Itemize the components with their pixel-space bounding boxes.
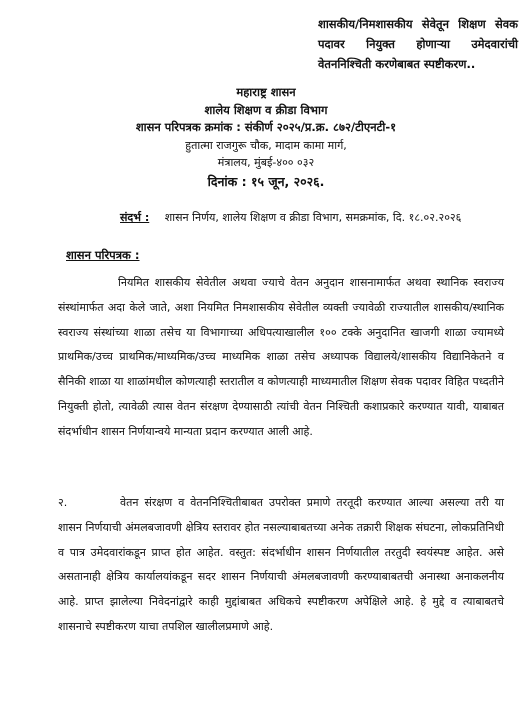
address-line-2: मंत्रालय, मुंबई-४०० ०३२ <box>217 156 315 169</box>
subject-heading: शासकीय/निमशासकीय सेवेतून शिक्षण सेवक पदावर नियुक्त होणाऱ्या उमेदवारांची वेतननिश्चिती करणेबाबत स्पष्टीकरण.. <box>318 17 518 71</box>
paragraph-1: नियमित शासकीय सेवेतील अथवा ज्याचे वेतन अनुदान शासनामार्फत अथवा स्थानिक स्वराज्य संस्थांमार्फत अदा केले जाते, अशा नियमित निमशासकीय सेवेतील व्यक्ती ज्यावेळी राज्यातील शासकीय/स्थानिक स्वराज्य संस्थांच्या शाळा तसेच या विभागाच्या अधिपत्याखालील १०० टक्के अनुदानित खाजगी शाळा ज्यामध्ये प्राथमिक/उच्च प्राथमिक/माध्यमिक/उच्च माध्यमिक शाळा तसेच अध्यापक विद्यालये/शासकीय विद्यानिकेतने व सैनिकी शाळा या शाळांमधील कोणत्याही स्तरातील व कोणत्याही माध्यमातील शिक्षण सेवक पदावर विहित पध्दतीने नियुक्ती होतो, त्यावेळी त्यास वेतन संरक्षण देण्यासाठी त्यांची वेतन निश्चिती कशाप्रकारे करण्यात यावी, याबाबत संदर्भाधीन शासन निर्णयान्वये मान्यता प्रदान करण्यात आली आहे. <box>58 276 504 438</box>
section-title: शासन परिपत्रक : <box>66 248 140 262</box>
circular-date: दिनांक : १५ जून, २०२६. <box>207 173 325 189</box>
reference-line <box>120 210 461 225</box>
paragraph-2-text: वेतन संरक्षण व वेतननिश्चितीबाबत उपरोक्त प्रमाणे तरतूदी करण्यात आल्या असल्या तरी या शासन निर्णयाची अंमलबजावणी क्षेत्रिय स्तरावर होत नसल्याबाबतच्या अनेक तक्रारी शिक्षक संघटना, लोकप्रतिनिधी व पात्र उमेदवारांकडून प्राप्त होत आहेत. वस्तुत: संदर्भाधीन शासन निर्णयातील तरतुदी स्वयंस्पष्ट आहेत. असे असतानाही क्षेत्रिय कार्यालयांकडून सदर शासन निर्णयाची अंमलबजावणी करण्याबाबतची अनास्था अनाकलनीय आहे. प्राप्त झालेल्या निवेदनांद्वारे काही मुद्दांबाबत अधिकचे स्पष्टीकरण अपेक्षिले आहे. हे मुद्दे व त्याबाबतचे शासनाचे स्पष्टीकरण याचा तपशिल खालीलप्रमाणे आहे. <box>58 496 504 633</box>
address-line-1: हुतात्मा राजगुरू चौक, मादाम कामा मार्ग, <box>185 138 347 152</box>
document-header <box>0 84 532 192</box>
department-name: शालेय शिक्षण व क्रीडा विभाग <box>204 102 328 117</box>
government-name: महाराष्ट्र शासन <box>236 85 296 99</box>
paragraph-number: २. <box>58 496 68 509</box>
circular-number: शासन परिपत्रक क्रमांक : संकीर्ण २०२५/प्र.क्र. ८७२/टीएनटी-१ <box>135 120 397 134</box>
paragraph-2 <box>58 491 504 640</box>
reference-label: संदर्भ : <box>120 211 150 224</box>
reference-text: शासन निर्णय, शालेय शिक्षण व क्रीडा विभाग, समक्रमांक, दि. १८.०२.२०२६ <box>164 211 462 224</box>
